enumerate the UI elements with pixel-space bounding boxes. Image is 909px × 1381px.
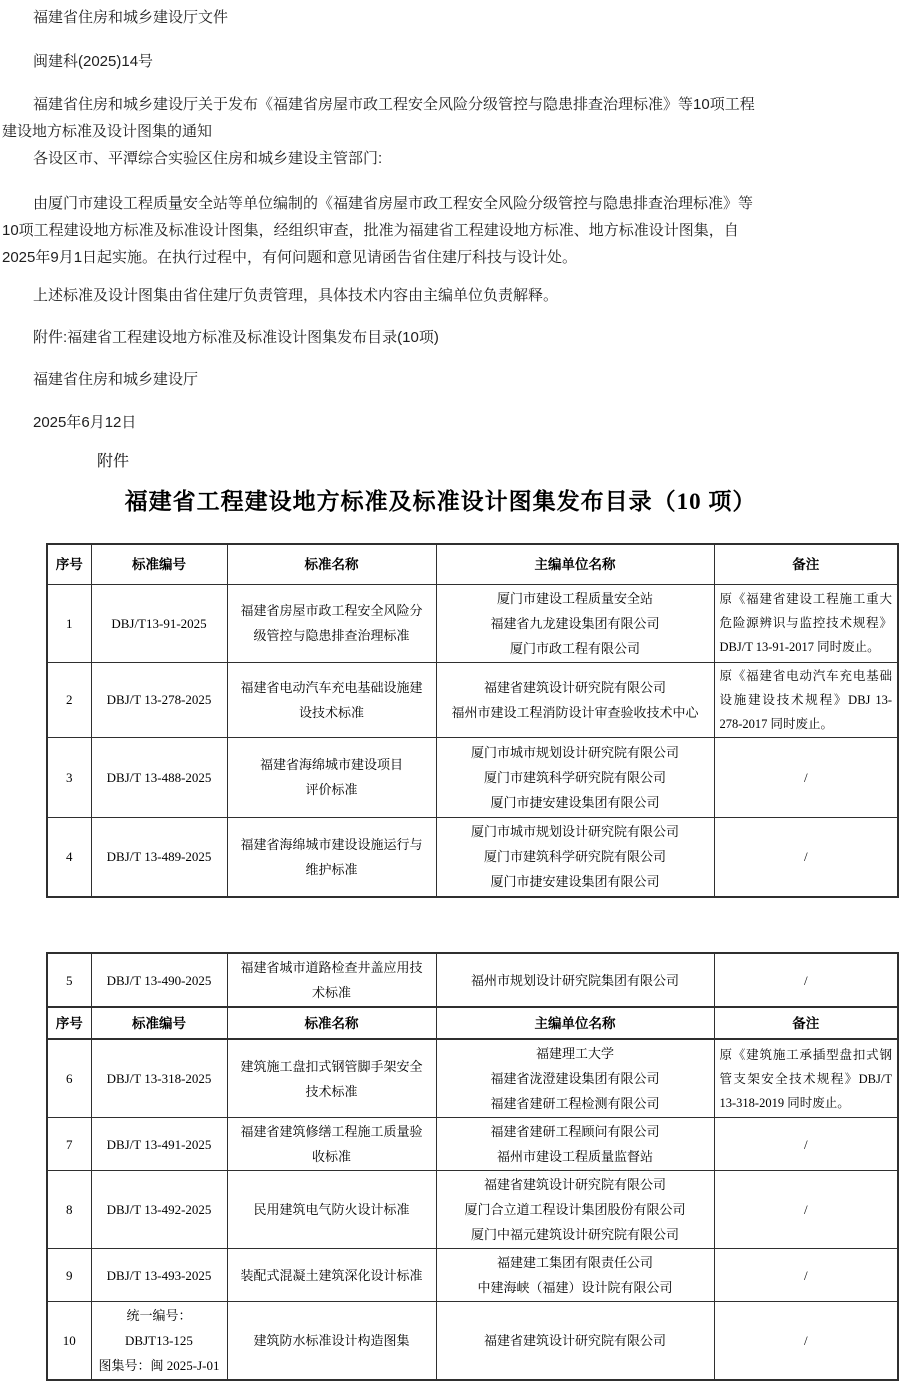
chief-units-cell [436, 817, 714, 897]
cell-text-line: 福建建工集团有限责任公司 [496, 1255, 653, 1270]
table-row [47, 584, 898, 662]
cell-text-line: 福建省建筑设计研究院有限公司 [483, 679, 666, 695]
cell-text-line: DBJ/T 13-318-2025 [106, 1071, 212, 1086]
cell-text-line: 统一编号： [126, 1308, 192, 1323]
text-line: 上述标准及设计图集由省住建厅负责管理，具体技术内容由主编单位负责解释。 [33, 287, 559, 304]
row-number-cell: 1 [47, 584, 91, 662]
cell-text-line: 设技术标准 [298, 704, 364, 720]
paragraph [2, 282, 879, 309]
text-line: 闽建科(2025)14号 [33, 53, 154, 70]
cell-text-line: 厦门市建筑科学研究院有限公司 [483, 849, 666, 865]
remark-cell: 原《福建省建设工程施工重大危险源辨识与监控技术规程》DBJ/T 13-91-2017 同时废止。 [714, 584, 898, 662]
chief-units-cell [436, 662, 714, 737]
standards-table-page1 [46, 543, 899, 898]
cell-text-line: 厦门市建筑科学研究院有限公司 [483, 769, 666, 785]
cell-text-line: DBJ/T13-91-2025 [111, 615, 207, 631]
column-header: 标准编号 [91, 544, 227, 584]
cell-text-line: 福建省海绵城市建设设施运行与 [240, 836, 423, 852]
chief-units-cell [436, 584, 714, 662]
row-number-cell: 9 [47, 1249, 91, 1302]
table-row [47, 1171, 898, 1249]
cell-text-line: 建筑施工盘扣式钢管脚手架安全 [240, 1058, 423, 1074]
text-line: 2025年6月12日 [33, 414, 137, 431]
remark-cell: / [714, 737, 898, 817]
row-number-cell: 3 [47, 737, 91, 817]
remark-cell: / [714, 817, 898, 897]
chief-units-cell [436, 1039, 714, 1118]
cell-text-line: 级管控与隐患排查治理标准 [253, 628, 410, 643]
paragraph [2, 366, 879, 393]
standard-code-cell [91, 817, 227, 897]
row-number-cell: 10 [47, 1302, 91, 1381]
row-number-cell: 7 [47, 1118, 91, 1171]
cell-text-line: 福州市建设工程消防设计审查验收技术中心 [451, 704, 699, 720]
remark-cell: 原《建筑施工承插型盘扣式钢管支架安全技术规程》DBJ/T 13-318-2019 同时废止。 [714, 1039, 898, 1118]
cell-text-line: 福建理工大学 [535, 1046, 614, 1061]
cell-text-line: 福建省房屋市政工程安全风险分 [240, 603, 423, 618]
cell-text-line: 福建省建筑设计研究院有限公司 [483, 1177, 666, 1192]
row-number-cell: 8 [47, 1171, 91, 1249]
chief-units-cell [436, 1249, 714, 1302]
standard-name-cell [227, 953, 436, 1007]
remark-cell: / [714, 1171, 898, 1249]
paragraph [2, 48, 879, 75]
standard-code-cell [91, 584, 227, 662]
standards-table-page2 [46, 952, 899, 1381]
chief-units-cell [436, 1302, 714, 1381]
attachment-label: 附件 [97, 453, 130, 470]
remark-cell: / [714, 1118, 898, 1171]
cell-text-line: 福建省电动汽车充电基础设施建 [240, 679, 423, 695]
standard-name-cell [227, 584, 436, 662]
cell-text-line: 厦门市城市规划设计研究院有限公司 [470, 824, 679, 840]
paragraph [2, 4, 879, 31]
text-line: 各设区市、平潭综合实验区住房和城乡建设主管部门: [33, 150, 383, 167]
chief-units-cell [436, 1171, 714, 1249]
chief-units-cell [436, 1118, 714, 1171]
cell-text-line: 福建省海绵城市建设项目 [259, 757, 403, 772]
standard-name-cell [227, 1118, 436, 1171]
standard-code-cell [91, 1039, 227, 1118]
standard-name-cell [227, 1249, 436, 1302]
cell-text-line: 福建省泷澄建设集团有限公司 [490, 1071, 660, 1086]
column-header: 主编单位名称 [436, 544, 714, 584]
standard-code-cell [91, 737, 227, 817]
column-header: 主编单位名称 [436, 1007, 714, 1039]
cell-text-line: 收标准 [311, 1149, 351, 1164]
text-line: 10项工程建设地方标准及标准设计图集，经组织审查，批准为福建省工程建设地方标准、地方标准设计图集，自 [2, 222, 739, 239]
table-row [47, 1118, 898, 1171]
standard-name-cell [227, 737, 436, 817]
column-header: 备注 [714, 544, 898, 584]
cell-text-line: DBJ/T 13-490-2025 [106, 972, 212, 988]
cell-text-line: 术标准 [311, 985, 351, 1000]
table-row [47, 737, 898, 817]
standard-code-cell [91, 662, 227, 737]
table-row [47, 817, 898, 897]
standard-code-cell [91, 1171, 227, 1249]
standard-code-cell [91, 1302, 227, 1381]
cell-text-line: DBJ/T 13-278-2025 [106, 692, 212, 707]
standard-name-cell [227, 817, 436, 897]
cell-text-line: 厦门市建设工程质量安全站 [496, 590, 653, 606]
table-row [47, 1302, 898, 1381]
chief-units-cell [436, 737, 714, 817]
cell-text-line: 厦门市城市规划设计研究院有限公司 [470, 744, 679, 760]
paragraph [2, 324, 879, 351]
cell-text-line: 福建省建研工程顾问有限公司 [490, 1124, 660, 1139]
standard-name-cell [227, 1171, 436, 1249]
standard-code-cell [91, 1249, 227, 1302]
cell-text-line: 福建省建筑设计研究院有限公司 [483, 1333, 666, 1348]
table-header-row [47, 1007, 898, 1039]
standard-name-cell [227, 1039, 436, 1118]
cell-text-line: DBJ/T 13-489-2025 [106, 849, 212, 865]
table-row [47, 1249, 898, 1302]
paragraph [2, 145, 879, 172]
standard-name-cell [227, 1302, 436, 1381]
cell-text-line: 中建海峡（福建）设计院有限公司 [477, 1280, 673, 1295]
cell-text-line: 装配式混凝土建筑深化设计标准 [240, 1267, 423, 1283]
row-number-cell: 6 [47, 1039, 91, 1118]
remark-cell: / [714, 1249, 898, 1302]
table-row [47, 1039, 898, 1118]
cell-text-line: 评价标准 [305, 782, 358, 797]
paragraph [2, 190, 879, 271]
row-number-cell: 2 [47, 662, 91, 737]
text-line: 附件:福建省工程建设地方标准及标准设计图集发布目录(10项) [33, 329, 439, 346]
cell-text-line: 福建省建研工程检测有限公司 [490, 1096, 660, 1111]
row-number-cell: 5 [47, 953, 91, 1007]
cell-text-line: DBJ/T 13-493-2025 [106, 1267, 212, 1283]
text-line: 建设地方标准及设计图集的通知 [2, 123, 213, 140]
cell-text-line: 厦门市捷安建设集团有限公司 [490, 874, 660, 890]
cell-text-line: 厦门市捷安建设集团有限公司 [490, 794, 660, 810]
cell-text-line: 福州市规划设计研究院集团有限公司 [470, 972, 679, 988]
cell-text-line: DBJ/T 13-491-2025 [106, 1136, 212, 1152]
standard-code-cell [91, 953, 227, 1007]
paragraph [2, 409, 879, 436]
cell-text-line: DBJ/T 13-492-2025 [106, 1202, 212, 1217]
column-header: 序号 [47, 1007, 91, 1039]
cell-text-line: 厦门合立道工程设计集团股份有限公司 [464, 1202, 686, 1217]
document-paragraphs [2, 4, 879, 436]
cell-text-line: 技术标准 [305, 1083, 358, 1099]
cell-text-line: 厦门中福元建筑设计研究院有限公司 [470, 1227, 679, 1242]
cell-text-line: 建筑防水标准设计构造图集 [253, 1333, 410, 1348]
paragraph [2, 91, 879, 145]
cell-text-line: 厦门市政工程有限公司 [509, 640, 640, 656]
document-body [0, 0, 909, 519]
cell-text-line: 民用建筑电气防火设计标准 [253, 1202, 410, 1217]
text-line: 2025年9月1日起实施。在执行过程中，有何问题和意见请函告省住建厅科技与设计处。 [2, 249, 578, 266]
standard-name-cell [227, 662, 436, 737]
text-line: 由厦门市建设工程质量安全站等单位编制的《福建省房屋市政工程安全风险分级管控与隐患排查治理标准》等 [33, 195, 754, 212]
column-header: 标准编号 [91, 1007, 227, 1039]
column-header: 标准名称 [227, 1007, 436, 1039]
row-number-cell: 4 [47, 817, 91, 897]
column-header: 序号 [47, 544, 91, 584]
remark-cell: 原《福建省电动汽车充电基础设施建设技术规程》DBJ 13-278-2017 同时废止。 [714, 662, 898, 737]
standard-code-cell [91, 1118, 227, 1171]
cell-text-line: 维护标准 [305, 861, 358, 877]
table-header-row [47, 544, 898, 584]
cell-text-line: DBJT13-125 [125, 1333, 193, 1348]
text-line: 福建省住房和城乡建设厅关于发布《福建省房屋市政工程安全风险分级管控与隐患排查治理标准》等10项工程 [33, 96, 755, 113]
table-row [47, 953, 898, 1007]
remark-cell: / [714, 953, 898, 1007]
text-line: 福建省住房和城乡建设厅 [33, 371, 199, 388]
table-row [47, 662, 898, 737]
catalog-title: 福建省工程建设地方标准及标准设计图集发布目录（10 项） [124, 489, 757, 514]
cell-text-line: 福建省建筑修缮工程施工质量验 [240, 1124, 423, 1139]
chief-units-cell [436, 953, 714, 1007]
column-header: 标准名称 [227, 544, 436, 584]
cell-text-line: DBJ/T 13-488-2025 [106, 769, 212, 785]
remark-cell: / [714, 1302, 898, 1381]
cell-text-line: 福州市建设工程质量监督站 [496, 1149, 653, 1164]
column-header: 备注 [714, 1007, 898, 1039]
cell-text-line: 福建省九龙建设集团有限公司 [490, 615, 660, 631]
cell-text-line: 图集号：闽 2025-J-01 [98, 1358, 220, 1373]
text-line: 福建省住房和城乡建设厅文件 [33, 9, 229, 26]
cell-text-line: 福建省城市道路检查井盖应用技 [240, 960, 423, 975]
